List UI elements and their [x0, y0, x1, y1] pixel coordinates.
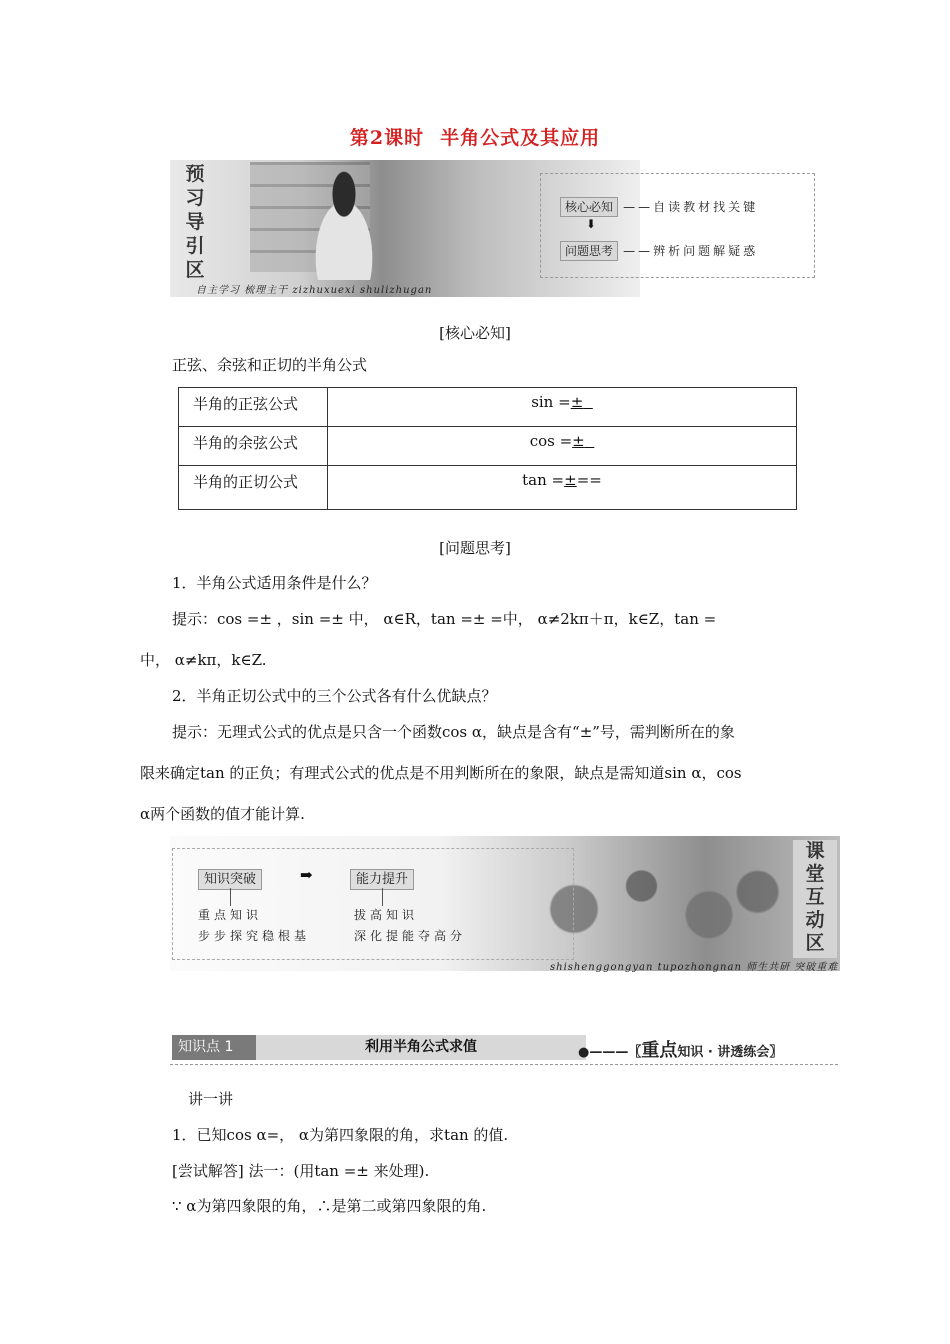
- problem-1: 1．已知cos α=， α为第四象限的角，求tan 的值.: [172, 1126, 509, 1144]
- connector-line: [230, 888, 231, 906]
- lecture-heading: 讲一讲: [188, 1090, 234, 1108]
- question-2: 2．半角正切公式中的三个公式各有什么优缺点？: [172, 687, 497, 705]
- left-line-2: 步步探究稳根基: [198, 929, 311, 943]
- question-heading: [问题思考]: [439, 539, 511, 557]
- right-line-2: 深化提能夺高分: [354, 929, 467, 943]
- classroom-footer: shishenggongyan tupozhongnan 师生共研 突破重难: [550, 962, 839, 973]
- table-row: [179, 388, 797, 427]
- table-row: [179, 427, 797, 466]
- knowledge-point-title: 利用半角公式求值: [256, 1035, 586, 1060]
- formula-table: [178, 387, 797, 510]
- left-line-1: 重点知识: [198, 908, 263, 922]
- core-knowledge-row: [560, 196, 758, 215]
- down-arrow-icon: ⬇: [586, 217, 597, 231]
- preview-vertical-title: 预 习 导 引 区: [185, 163, 205, 281]
- attempt-answer: [尝试解答] 法一：(用tan =± 来处理).: [172, 1162, 430, 1180]
- knowledge-point-tag: ●———〖重点知识 · 讲透练会〗: [578, 1040, 783, 1061]
- formula-expression: tan =±==: [328, 466, 797, 510]
- question-thinking-desc: ——辨析问题解疑惑: [623, 244, 759, 258]
- solution-step-1: ∵ α为第四象限的角，∴是第二或第四象限的角.: [172, 1197, 487, 1215]
- formula-name: 半角的正切公式: [179, 466, 328, 510]
- knowledge-breakthrough-key: 知识突破: [198, 868, 262, 887]
- connector-line: [382, 888, 383, 906]
- formula-name: 半角的正弦公式: [179, 388, 328, 427]
- hint-1-line-1: 提示：cos =± ，sin =± 中， α∈R，tan =± =中， α≠2kπ＋π，k∈Z，tan =: [172, 610, 717, 628]
- classroom-vertical-title: 课 堂 互 动 区: [793, 840, 837, 958]
- preview-footer: 自主学习 梳理主干 zizhuxuexi shulizhugan: [196, 285, 433, 296]
- question-thinking-key: 问题思考: [560, 241, 618, 261]
- core-heading: [核心必知]: [439, 324, 511, 342]
- question-thinking-row: [560, 240, 758, 259]
- knowledge-point-label: 知识点 1: [172, 1035, 258, 1060]
- hint-2-line-1: 提示：无理式公式的优点是只含一个函数cos α，缺点是含有“±”号，需判断所在的象: [172, 723, 735, 741]
- hint-2-line-3: α两个函数的值才能计算.: [140, 805, 305, 823]
- intro-text: 正弦、余弦和正切的半角公式: [172, 356, 368, 374]
- preview-guide-frame: [540, 173, 815, 278]
- formula-expression: cos =±: [328, 427, 797, 466]
- formula-name: 半角的余弦公式: [179, 427, 328, 466]
- right-line-1: 拔高知识: [354, 908, 419, 922]
- table-row: [179, 466, 797, 510]
- lesson-number: 第2课时: [349, 127, 425, 149]
- lesson-topic: 半角公式及其应用: [440, 127, 601, 149]
- student-reading-image: [300, 170, 388, 280]
- core-knowledge-desc: ——自读教材找关键: [623, 200, 759, 214]
- core-knowledge-key: 核心必知: [560, 197, 618, 217]
- formula-expression: sin =±: [328, 388, 797, 427]
- ability-improve-key: 能力提升: [350, 868, 414, 887]
- hint-2-line-2: 限来确定tan 的正负；有理式公式的优点是不用判断所在的象限，缺点是需知道sin α，cos: [140, 764, 742, 782]
- hint-1-line-2: 中， α≠kπ，k∈Z.: [140, 651, 267, 669]
- question-1: 1．半角公式适用条件是什么？: [172, 574, 377, 592]
- page-title: [0, 123, 950, 150]
- right-arrow-icon: ➡: [300, 866, 313, 884]
